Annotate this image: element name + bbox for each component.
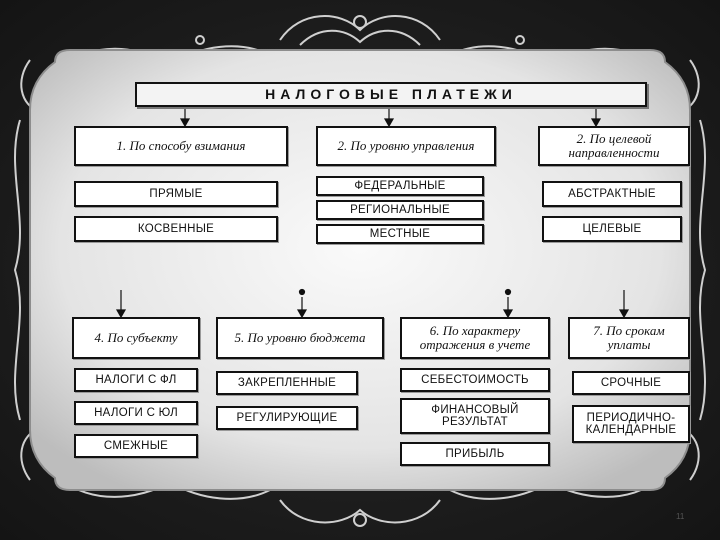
category-profit: ПРИБЫЛЬ — [400, 442, 550, 466]
group-heading-collection-method: 1. По способу взимания — [74, 126, 288, 166]
category-related: СМЕЖНЫЕ — [74, 434, 198, 458]
category-individuals-taxes: НАЛОГИ С ФЛ — [74, 368, 198, 392]
category-abstract: АБСТРАКТНЫЕ — [542, 181, 682, 207]
group-heading-budget-level: 5. По уровню бюджета — [216, 317, 384, 359]
category-local: МЕСТНЫЕ — [316, 224, 484, 244]
category-periodic-calendar: ПЕРИОДИЧНО-КАЛЕНДАРНЫЕ — [572, 405, 690, 443]
page-number: 11 — [676, 512, 685, 521]
category-financial-result: ФИНАНСОВЫЙ РЕЗУЛЬТАТ — [400, 398, 550, 434]
category-targeted: ЦЕЛЕВЫЕ — [542, 216, 682, 242]
group-heading-subject: 4. По субъекту — [72, 317, 200, 359]
category-indirect: КОСВЕННЫЕ — [74, 216, 278, 242]
category-direct: ПРЯМЫЕ — [74, 181, 278, 207]
category-regional: РЕГИОНАЛЬНЫЕ — [316, 200, 484, 220]
category-legal-entities-taxes: НАЛОГИ С ЮЛ — [74, 401, 198, 425]
category-urgent: СРОЧНЫЕ — [572, 371, 690, 395]
category-federal: ФЕДЕРАЛЬНЫЕ — [316, 176, 484, 196]
category-assigned: ЗАКРЕПЛЕННЫЕ — [216, 371, 358, 395]
group-heading-purpose: 2. По целевой направленности — [538, 126, 690, 166]
group-heading-accounting: 6. По характеру отражения в учете — [400, 317, 550, 359]
group-heading-payment-terms: 7. По срокам уплаты — [568, 317, 690, 359]
diagram-title: НАЛОГОВЫЕ ПЛАТЕЖИ — [135, 82, 647, 107]
category-regulating: РЕГУЛИРУЮЩИЕ — [216, 406, 358, 430]
category-cost: СЕБЕСТОИМОСТЬ — [400, 368, 550, 392]
group-heading-management-level: 2. По уровню управления — [316, 126, 496, 166]
